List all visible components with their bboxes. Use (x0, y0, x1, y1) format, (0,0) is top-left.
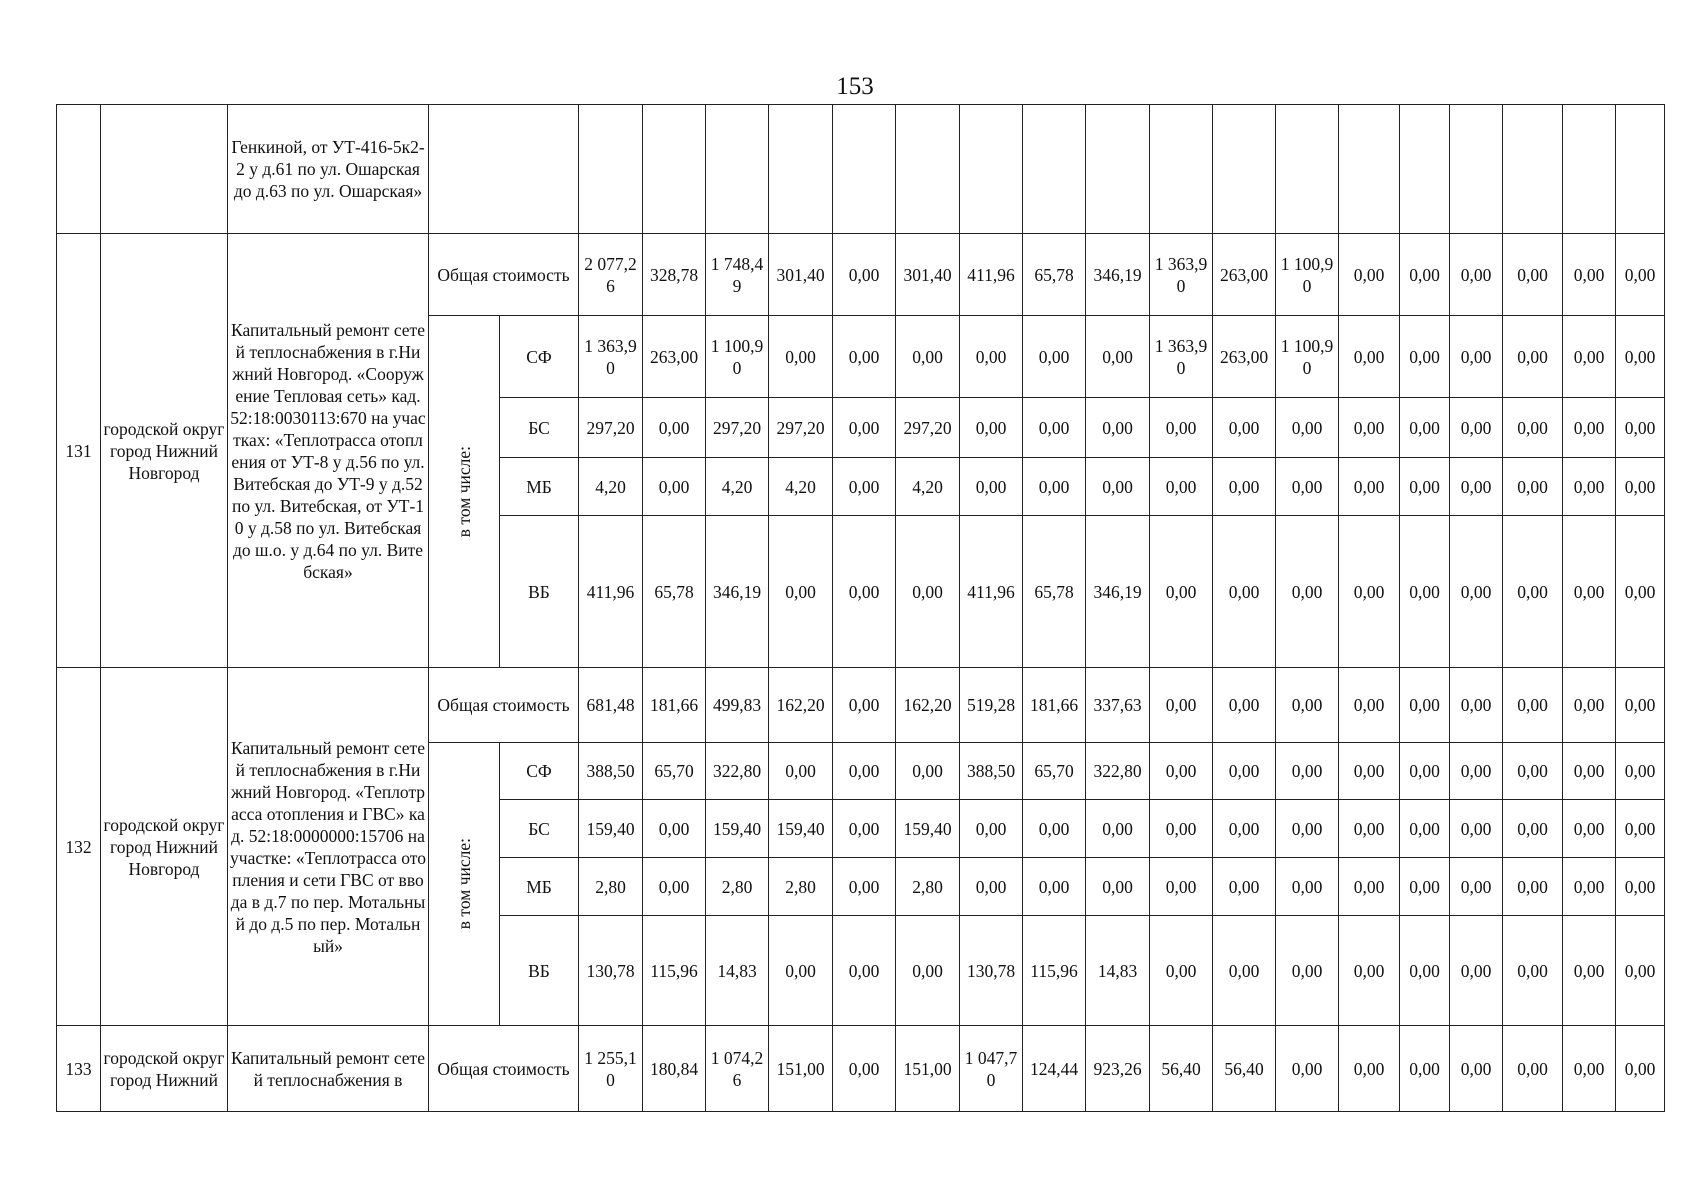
funding-value: 0,00 (1400, 743, 1450, 800)
funding-value: 0,00 (1503, 800, 1563, 858)
total-value: 0,00 (1400, 234, 1450, 316)
total-cost-label: Общая стоимость (429, 234, 579, 316)
funding-value: 0,00 (1339, 916, 1400, 1026)
continued-row (57, 105, 1665, 234)
funding-value: 0,00 (1563, 800, 1616, 858)
total-value: 56,40 (1150, 1026, 1213, 1112)
total-value: 519,28 (960, 668, 1023, 743)
funding-value: 1 363,90 (1150, 316, 1213, 398)
total-value: 151,00 (769, 1026, 833, 1112)
funding-value: 159,40 (769, 800, 833, 858)
funding-value: 0,00 (1150, 858, 1213, 916)
funding-value: 0,00 (1276, 458, 1339, 516)
municipality: городской округ город Нижний Новгород (101, 234, 228, 668)
total-value: 0,00 (1616, 1026, 1665, 1112)
funding-value: 0,00 (1339, 858, 1400, 916)
total-value: 0,00 (1150, 668, 1213, 743)
funding-value: 0,00 (896, 743, 960, 800)
funding-source-type: ВБ (500, 516, 579, 668)
total-value: 181,66 (1023, 668, 1086, 743)
funding-value: 0,00 (1213, 800, 1276, 858)
value-cell (1563, 105, 1616, 234)
row-number: 133 (57, 1026, 101, 1112)
value-cell (896, 105, 960, 234)
funding-source-type: БС (500, 398, 579, 458)
funding-value: 0,00 (1339, 398, 1400, 458)
funding-value: 322,80 (1086, 743, 1150, 800)
funding-value: 0,00 (1150, 743, 1213, 800)
funding-value: 0,00 (1086, 800, 1150, 858)
total-value: 0,00 (1503, 234, 1563, 316)
total-value: 0,00 (1400, 668, 1450, 743)
funding-value: 14,83 (1086, 916, 1150, 1026)
total-value: 0,00 (1616, 668, 1665, 743)
funding-value: 297,20 (896, 398, 960, 458)
object-description: Генкиной, от УТ-416-5к2-2 у д.61 по ул. Ошарская до д.63 по ул. Ошарская» (228, 105, 429, 234)
funding-value: 1 100,90 (706, 316, 769, 398)
funding-value: 14,83 (706, 916, 769, 1026)
funding-value: 0,00 (1450, 516, 1503, 668)
funding-value: 159,40 (579, 800, 643, 858)
funding-value: 0,00 (1276, 800, 1339, 858)
total-value: 301,40 (896, 234, 960, 316)
funding-value: 0,00 (1150, 800, 1213, 858)
funding-value: 0,00 (1450, 743, 1503, 800)
funding-value: 0,00 (833, 398, 896, 458)
funding-value: 4,20 (579, 458, 643, 516)
funding-value: 0,00 (1616, 916, 1665, 1026)
funding-value: 0,00 (1339, 516, 1400, 668)
funding-value: 0,00 (1563, 316, 1616, 398)
value-cell (769, 105, 833, 234)
value-cell (1339, 105, 1400, 234)
funding-value: 0,00 (1563, 398, 1616, 458)
funding-value: 65,78 (643, 516, 706, 668)
funding-value: 0,00 (643, 800, 706, 858)
funding-value: 0,00 (1150, 516, 1213, 668)
funding-value: 115,96 (643, 916, 706, 1026)
funding-value: 4,20 (896, 458, 960, 516)
funding-value: 0,00 (643, 458, 706, 516)
value-cell (643, 105, 706, 234)
funding-value: 0,00 (1503, 858, 1563, 916)
funding-value: 388,50 (960, 743, 1023, 800)
funding-value: 0,00 (896, 316, 960, 398)
funding-value: 0,00 (1339, 743, 1400, 800)
funding-value: 0,00 (1023, 398, 1086, 458)
total-value: 0,00 (833, 1026, 896, 1112)
value-cell (1450, 105, 1503, 234)
funding-value: 0,00 (1450, 800, 1503, 858)
funding-value: 0,00 (1563, 516, 1616, 668)
total-value: 0,00 (1503, 1026, 1563, 1112)
total-value: 124,44 (1023, 1026, 1086, 1112)
total-value: 328,78 (643, 234, 706, 316)
funding-value: 0,00 (833, 858, 896, 916)
funding-value: 0,00 (1616, 516, 1665, 668)
funding-value: 0,00 (960, 398, 1023, 458)
funding-value: 0,00 (1450, 458, 1503, 516)
including-label-text: в том числе: (454, 838, 474, 930)
funding-source-type: МБ (500, 858, 579, 916)
funding-value: 0,00 (1276, 916, 1339, 1026)
total-value: 411,96 (960, 234, 1023, 316)
funding-value: 0,00 (1276, 858, 1339, 916)
funding-value: 0,00 (1213, 458, 1276, 516)
funding-value: 0,00 (1503, 398, 1563, 458)
funding-value: 4,20 (769, 458, 833, 516)
total-value: 0,00 (833, 234, 896, 316)
total-value: 0,00 (1276, 1026, 1339, 1112)
total-value: 0,00 (1503, 668, 1563, 743)
funding-value: 0,00 (1213, 858, 1276, 916)
total-value: 0,00 (1450, 668, 1503, 743)
funding-value: 0,00 (1503, 516, 1563, 668)
total-value: 499,83 (706, 668, 769, 743)
cost-label-cell (429, 105, 579, 234)
funding-value: 0,00 (769, 516, 833, 668)
total-cost-label: Общая стоимость (429, 668, 579, 743)
funding-source-type: БС (500, 800, 579, 858)
funding-source-type: СФ (500, 316, 579, 398)
municipality: городской округ город Нижний Новгород (101, 668, 228, 1026)
funding-value: 297,20 (706, 398, 769, 458)
funding-value: 388,50 (579, 743, 643, 800)
value-cell (1150, 105, 1213, 234)
total-value: 0,00 (833, 668, 896, 743)
funding-value: 0,00 (1213, 743, 1276, 800)
funding-value: 0,00 (1563, 916, 1616, 1026)
funding-value: 0,00 (1150, 398, 1213, 458)
total-value: 337,63 (1086, 668, 1150, 743)
total-value: 1 047,70 (960, 1026, 1023, 1112)
funding-value: 0,00 (1086, 458, 1150, 516)
table-row (57, 668, 1665, 743)
object-description: Капитальный ремонт сетей теплоснабжения в г.Нижний Новгород. «Сооружение Тепловая сеть» кад. 52:18:0030113:670 на участках: «Теплотрасса отопления от УТ-8 у д.56 по ул. Витебская до УТ-9 у д.52 по ул. Витебская, от УТ-10 у д.58 по ул. Витебская до ш.о. у д.64 по ул. Витебская» (228, 234, 429, 668)
funding-value: 0,00 (769, 916, 833, 1026)
funding-value: 0,00 (896, 516, 960, 668)
value-cell (1400, 105, 1450, 234)
funding-value: 0,00 (1339, 316, 1400, 398)
funding-value: 0,00 (1563, 858, 1616, 916)
total-value: 180,84 (643, 1026, 706, 1112)
table-row (57, 1026, 1665, 1112)
total-value: 1 255,10 (579, 1026, 643, 1112)
funding-value: 0,00 (1503, 743, 1563, 800)
total-value: 0,00 (1400, 1026, 1450, 1112)
funding-value: 115,96 (1023, 916, 1086, 1026)
funding-value: 322,80 (706, 743, 769, 800)
funding-value: 0,00 (1023, 858, 1086, 916)
value-cell (1213, 105, 1276, 234)
total-value: 0,00 (1563, 1026, 1616, 1112)
funding-value: 0,00 (1503, 916, 1563, 1026)
funding-value: 0,00 (1450, 398, 1503, 458)
funding-source-type: СФ (500, 743, 579, 800)
total-value: 0,00 (1450, 234, 1503, 316)
total-value: 263,00 (1213, 234, 1276, 316)
funding-value: 0,00 (1339, 800, 1400, 858)
funding-value: 0,00 (1450, 916, 1503, 1026)
funding-value: 0,00 (1450, 858, 1503, 916)
funding-value: 65,70 (1023, 743, 1086, 800)
total-value: 681,48 (579, 668, 643, 743)
total-value: 0,00 (1450, 1026, 1503, 1112)
funding-value: 0,00 (1400, 458, 1450, 516)
funding-value: 0,00 (1616, 458, 1665, 516)
funding-value: 0,00 (1616, 743, 1665, 800)
funding-value: 2,80 (896, 858, 960, 916)
funding-value: 65,70 (643, 743, 706, 800)
funding-value: 0,00 (643, 398, 706, 458)
funding-value: 0,00 (1503, 458, 1563, 516)
funding-value: 0,00 (1563, 743, 1616, 800)
funding-value: 159,40 (706, 800, 769, 858)
value-cell (1276, 105, 1339, 234)
funding-value: 346,19 (706, 516, 769, 668)
total-value: 0,00 (1339, 668, 1400, 743)
funding-value: 0,00 (1616, 316, 1665, 398)
total-value: 0,00 (1563, 668, 1616, 743)
funding-value: 1 363,90 (579, 316, 643, 398)
funding-value: 0,00 (1023, 800, 1086, 858)
municipality: городской округ город Нижний (101, 1026, 228, 1112)
value-cell (1086, 105, 1150, 234)
funding-value: 4,20 (706, 458, 769, 516)
funding-value: 0,00 (769, 316, 833, 398)
funding-value: 0,00 (833, 916, 896, 1026)
funding-value: 0,00 (1400, 858, 1450, 916)
value-cell (1503, 105, 1563, 234)
funding-value: 2,80 (579, 858, 643, 916)
total-value: 0,00 (1213, 668, 1276, 743)
total-value: 0,00 (1616, 234, 1665, 316)
table-row (57, 234, 1665, 316)
including-label (429, 316, 500, 668)
value-cell (579, 105, 643, 234)
including-label (429, 743, 500, 1026)
funding-value: 0,00 (769, 743, 833, 800)
funding-value: 1 100,90 (1276, 316, 1339, 398)
total-value: 346,19 (1086, 234, 1150, 316)
funding-value: 2,80 (706, 858, 769, 916)
funding-value: 0,00 (833, 800, 896, 858)
funding-value: 0,00 (1400, 800, 1450, 858)
total-value: 1 748,49 (706, 234, 769, 316)
funding-value: 0,00 (643, 858, 706, 916)
funding-value: 0,00 (1400, 916, 1450, 1026)
funding-value: 0,00 (1616, 858, 1665, 916)
funding-value: 0,00 (1213, 398, 1276, 458)
funding-value: 0,00 (1400, 398, 1450, 458)
funding-value: 263,00 (1213, 316, 1276, 398)
funding-value: 297,20 (579, 398, 643, 458)
funding-value: 297,20 (769, 398, 833, 458)
municipality-cell (101, 105, 228, 234)
object-description: Капитальный ремонт сетей теплоснабжения в (228, 1026, 429, 1112)
value-cell (1023, 105, 1086, 234)
funding-value: 0,00 (833, 458, 896, 516)
total-cost-label: Общая стоимость (429, 1026, 579, 1112)
total-value: 1 363,90 (1150, 234, 1213, 316)
funding-value: 65,78 (1023, 516, 1086, 668)
funding-value: 0,00 (1400, 316, 1450, 398)
funding-value: 0,00 (1400, 516, 1450, 668)
including-label-text: в том числе: (454, 445, 474, 538)
funding-value: 0,00 (1450, 316, 1503, 398)
funding-value: 0,00 (1023, 316, 1086, 398)
total-value: 0,00 (1339, 234, 1400, 316)
funding-value: 0,00 (960, 316, 1023, 398)
value-cell (706, 105, 769, 234)
total-value: 1 100,90 (1276, 234, 1339, 316)
total-value: 181,66 (643, 668, 706, 743)
funding-value: 0,00 (1213, 516, 1276, 668)
funding-value: 0,00 (1086, 858, 1150, 916)
funding-value: 0,00 (960, 858, 1023, 916)
funding-value: 0,00 (1563, 458, 1616, 516)
row-number: 132 (57, 668, 101, 1026)
total-value: 65,78 (1023, 234, 1086, 316)
funding-value: 0,00 (833, 316, 896, 398)
funding-value: 0,00 (1023, 458, 1086, 516)
funding-value: 159,40 (896, 800, 960, 858)
value-cell (1616, 105, 1665, 234)
object-description: Капитальный ремонт сетей теплоснабжения в г.Нижний Новгород. «Теплотрасса отопления и ГВС» кад. 52:18:0000000:15706 на участке: «Теплотрасса отопления и сети ГВС от ввода в д.7 по пер. Мотальный до д.5 по пер. Мотальный» (228, 668, 429, 1026)
total-value: 0,00 (1563, 234, 1616, 316)
funding-value: 130,78 (960, 916, 1023, 1026)
row-number: 131 (57, 234, 101, 668)
funding-value: 0,00 (1086, 316, 1150, 398)
funding-value: 411,96 (960, 516, 1023, 668)
total-value: 0,00 (1339, 1026, 1400, 1112)
total-value: 151,00 (896, 1026, 960, 1112)
value-cell (833, 105, 896, 234)
funding-value: 0,00 (1213, 916, 1276, 1026)
funding-value: 0,00 (1086, 398, 1150, 458)
row-number-cell (57, 105, 101, 234)
funding-value: 2,80 (769, 858, 833, 916)
funding-value: 0,00 (1616, 398, 1665, 458)
funding-value: 0,00 (1616, 800, 1665, 858)
funding-value: 346,19 (1086, 516, 1150, 668)
funding-value: 130,78 (579, 916, 643, 1026)
total-value: 162,20 (769, 668, 833, 743)
funding-source-type: МБ (500, 458, 579, 516)
funding-value: 0,00 (1276, 743, 1339, 800)
funding-value: 0,00 (960, 800, 1023, 858)
funding-value: 0,00 (1150, 916, 1213, 1026)
funding-value: 0,00 (1150, 458, 1213, 516)
total-value: 56,40 (1213, 1026, 1276, 1112)
funding-value: 0,00 (896, 916, 960, 1026)
total-value: 301,40 (769, 234, 833, 316)
value-cell (960, 105, 1023, 234)
funding-value: 263,00 (643, 316, 706, 398)
total-value: 162,20 (896, 668, 960, 743)
funding-value: 411,96 (579, 516, 643, 668)
total-value: 2 077,26 (579, 234, 643, 316)
funding-value: 0,00 (1276, 398, 1339, 458)
page-number: 153 (836, 73, 874, 100)
funding-value: 0,00 (1276, 516, 1339, 668)
funding-value: 0,00 (960, 458, 1023, 516)
total-value: 1 074,26 (706, 1026, 769, 1112)
funding-source-type: ВБ (500, 916, 579, 1026)
funding-value: 0,00 (1339, 458, 1400, 516)
capital-repair-table (56, 104, 1665, 1112)
funding-value: 0,00 (833, 516, 896, 668)
total-value: 923,26 (1086, 1026, 1150, 1112)
funding-value: 0,00 (1503, 316, 1563, 398)
funding-value: 0,00 (833, 743, 896, 800)
total-value: 0,00 (1276, 668, 1339, 743)
